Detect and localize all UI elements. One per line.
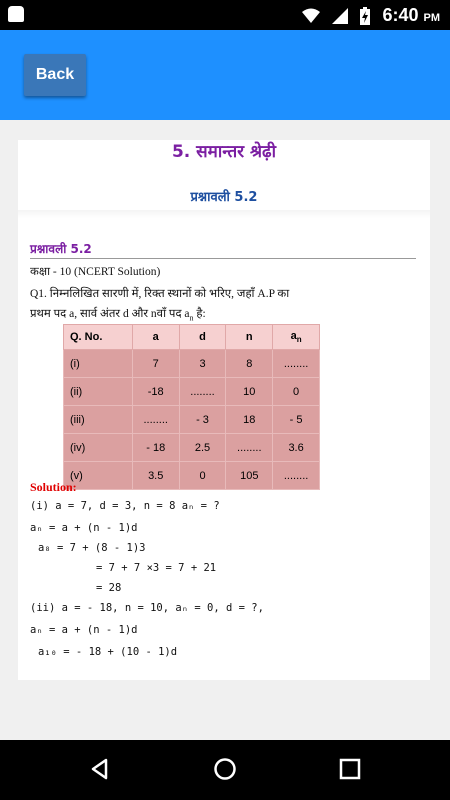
- table-cell: (i): [64, 350, 133, 378]
- table-cell: - 18: [132, 434, 179, 462]
- table-header-row: [64, 325, 320, 350]
- table-cell: 0: [179, 462, 226, 490]
- solution-step: a₁₀ = - 18 + (10 - 1)d: [38, 646, 178, 658]
- android-notification-icon: [8, 6, 24, 22]
- back-button[interactable]: Back: [24, 54, 86, 96]
- divider: [18, 210, 430, 218]
- solution-step: = 28: [96, 582, 122, 594]
- table-row: [64, 434, 320, 462]
- table-cell: ........: [226, 434, 273, 462]
- header-qno: Q. No.: [64, 325, 133, 350]
- solution-step: aₙ = a + (n - 1)d: [30, 624, 138, 636]
- chapter-title: 5. समान्तर श्रेढ़ी: [171, 142, 277, 162]
- solution-step: (ii) a = - 18, n = 10, aₙ = 0, d = ?,: [30, 602, 264, 614]
- heading-rule: [30, 258, 416, 259]
- table-cell: (iv): [64, 434, 133, 462]
- table-cell: 8: [226, 350, 273, 378]
- battery-charging-icon: [360, 7, 370, 25]
- table-cell: 2.5: [179, 434, 226, 462]
- table-row: [64, 350, 320, 378]
- table-row: [64, 378, 320, 406]
- table-cell: - 3: [179, 406, 226, 434]
- document-image: [18, 140, 430, 680]
- table-cell: 0: [273, 378, 320, 406]
- nav-home-icon[interactable]: [213, 757, 237, 781]
- solution-step: aₙ = a + (n - 1)d: [30, 522, 138, 534]
- table-cell: (iii): [64, 406, 133, 434]
- wifi-icon: [302, 8, 320, 24]
- ap-table: [63, 324, 320, 490]
- table-cell: ........: [273, 350, 320, 378]
- table-cell: (ii): [64, 378, 133, 406]
- table-cell: 3.6: [273, 434, 320, 462]
- class-line: कक्षा - 10 (NCERT Solution): [30, 266, 161, 278]
- table-cell: 3: [179, 350, 226, 378]
- solution-step: a₈ = 7 + (8 - 1)3: [38, 542, 146, 554]
- signal-icon: [332, 8, 348, 24]
- navigation-bar: [0, 740, 450, 800]
- app-bar: [0, 30, 450, 120]
- table-cell: 105: [226, 462, 273, 490]
- header-n: n: [226, 325, 273, 350]
- table-cell: - 5: [273, 406, 320, 434]
- table-cell: ........: [273, 462, 320, 490]
- clock: 6:40 PM: [382, 5, 440, 25]
- solution-step: (i) a = 7, d = 3, n = 8 aₙ = ?: [30, 500, 220, 512]
- table-cell: 18: [226, 406, 273, 434]
- section-heading: प्रश्नावली 5.2: [30, 242, 92, 256]
- solution-label: Solution:: [30, 480, 77, 494]
- table-row: [64, 406, 320, 434]
- nav-back-icon[interactable]: [88, 757, 112, 781]
- nav-recents-icon[interactable]: [338, 757, 362, 781]
- table-cell: 10: [226, 378, 273, 406]
- header-d: d: [179, 325, 226, 350]
- header-an: $a_n$: [273, 325, 320, 350]
- table-cell: 3.5: [132, 462, 179, 490]
- exercise-title: प्रश्नावली 5.2: [190, 190, 258, 205]
- header-a: a: [132, 325, 179, 350]
- table-cell: -18: [132, 378, 179, 406]
- table-cell: ........: [179, 378, 226, 406]
- table-row: [64, 462, 320, 490]
- table-cell: 7: [132, 350, 179, 378]
- table-cell: (v): [64, 462, 133, 490]
- table-cell: ........: [132, 406, 179, 434]
- status-bar: [0, 0, 450, 30]
- question-line-1: Q1. निम्नलिखित सारणी में, रिक्त स्थानों को भरिए, जहाँ A.P का: [30, 288, 290, 300]
- solution-step: = 7 + 7 ×3 = 7 + 21: [96, 562, 217, 574]
- question-line-2: प्रथम पद a, सार्व अंतर d और nवाँ पद $a_n$ है:: [30, 308, 206, 323]
